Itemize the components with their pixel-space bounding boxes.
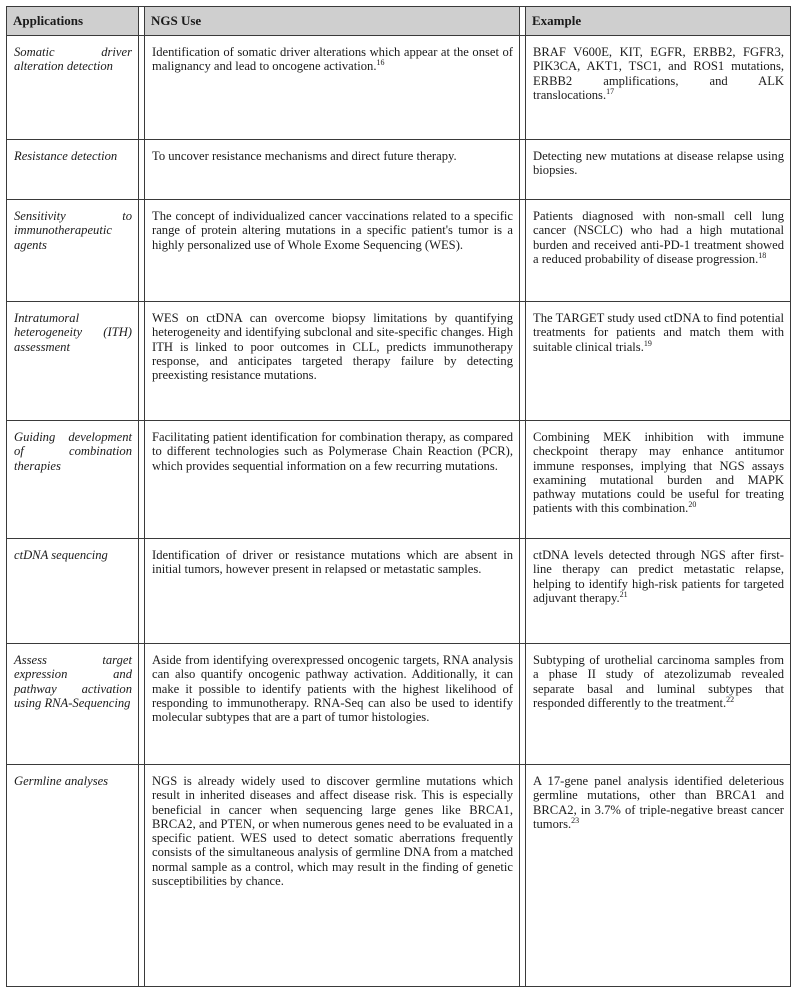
example-text: The TARGET study used ctDNA to find potential treatments for patients and match them with suitable clinical trials. <box>533 311 784 354</box>
ngs-use-text: Facilitating patient identification for combination therapy, as compared to different technologies such as Polymerase Chain Reaction (PCR), which provides sequential information on a few recurring mutations. <box>152 430 513 473</box>
ngs-use-text: The concept of individualized cancer vaccinations related to a specific range of protein altering mutations in a specific patient's tumor is a highly personalized use of Whole Exome Sequencing (WES). <box>152 209 513 252</box>
ngs-applications-table <box>6 6 791 987</box>
example-text: Combining MEK inhibition with immune checkpoint therapy may enhance antitumor immune responses, implying that NGS assays examining mutational burden and MAPK pathway mutations could be useful for treating patients with this combination. <box>533 430 784 516</box>
ngs-use-text: To uncover resistance mechanisms and direct future therapy. <box>152 149 457 163</box>
example-cell <box>526 36 791 140</box>
table-header-row <box>7 7 791 36</box>
ngs-use-cell <box>145 644 520 765</box>
application-text: Germline analyses <box>14 774 109 788</box>
ngs-use-text: Identification of somatic driver alterations which appear at the onset of malignancy and lead to oncogene activation. <box>152 45 513 74</box>
application-cell <box>7 302 139 421</box>
table-row <box>7 644 791 765</box>
ngs-use-text: Identification of driver or resistance mutations which are absent in initial tumors, however present in relapsed or metastatic samples. <box>152 548 513 577</box>
application-text: ctDNA sequencing <box>14 548 108 562</box>
ngs-use-text: Aside from identifying overexpressed oncogenic targets, RNA analysis can also quantify oncogenic pathway activation. Additionally, it can make it possible to identify patients with the highest likelihood of responding to immunotherapy. RNA-Seq can also be used to identify molecular subtypes that are a part of tumor histologies. <box>152 653 513 725</box>
table-row <box>7 140 791 200</box>
citation-ref: 16 <box>376 58 385 68</box>
table-row <box>7 421 791 539</box>
ngs-use-cell <box>145 200 520 302</box>
citation-ref: 18 <box>758 250 767 260</box>
example-text: Detecting new mutations at disease relapse using biopsies. <box>533 149 784 178</box>
citation-ref: 23 <box>571 815 580 825</box>
application-cell <box>7 200 139 302</box>
header-example <box>526 7 791 36</box>
example-cell <box>526 302 791 421</box>
example-text: ctDNA levels detected through NGS after first-line therapy can predict metastatic relapse, helping to identify high-risk patients for targeted adjuvant therapy. <box>533 548 784 605</box>
table-row <box>7 302 791 421</box>
ngs-use-cell <box>145 140 520 200</box>
header-example-label: Example <box>532 12 582 28</box>
application-text: Somatic driver alteration detection <box>14 45 132 74</box>
ngs-use-cell <box>145 302 520 421</box>
ngs-use-cell <box>145 421 520 539</box>
header-applications <box>7 7 139 36</box>
example-cell <box>526 200 791 302</box>
table-row <box>7 765 791 987</box>
example-text: Subtyping of urothelial carcinoma samples from a phase II study of atezolizumab revealed separate basal and luminal subtypes that responded differently to the treatment. <box>533 653 784 710</box>
example-text: A 17-gene panel analysis identified deleterious germline mutations, other than BRCA1 and BRCA2, in 3.7% of triple-negative breast cancer tumors. <box>533 774 784 831</box>
example-cell <box>526 644 791 765</box>
application-cell <box>7 140 139 200</box>
application-cell <box>7 539 139 644</box>
ngs-use-text: WES on ctDNA can overcome biopsy limitations by quantifying heterogeneity and identifying subclonal and site-specific changes. High ITH is linked to poor outcomes in CLL, predicts immunotherapy response, and anticipates targeted therapy failure by detecting preexisting resistance mutations. <box>152 311 513 383</box>
application-text: Assess target expression and pathway activation using RNA-Sequencing <box>14 653 132 710</box>
citation-ref: 19 <box>643 338 652 348</box>
application-cell <box>7 421 139 539</box>
citation-ref: 17 <box>606 86 615 96</box>
header-ngs-use <box>145 7 520 36</box>
ngs-use-text: NGS is already widely used to discover germline mutations which result in inherited diseases and affect disease risk. This is especially beneficial in cancer when sequencing large genes like BRCA1, BRCA2, and PTEN, or when numerous genes need to be evaluated in a specific patient. WES used to detect somatic aberrations frequently consists of the simultaneous analysis of germline DNA from a matched normal sample as a control, which may result in the finding of genetic susceptibilities by chance. <box>152 774 513 889</box>
example-cell <box>526 539 791 644</box>
application-cell <box>7 36 139 140</box>
table-row <box>7 200 791 302</box>
example-cell <box>526 421 791 539</box>
application-cell <box>7 644 139 765</box>
example-text: BRAF V600E, KIT, EGFR, ERBB2, FGFR3, PIK3CA, AKT1, TSC1, and ROS1 mutations, ERBB2 amplifications, and ALK translocations. <box>533 45 784 102</box>
header-ngs-use-label: NGS Use <box>151 12 202 28</box>
application-cell <box>7 765 139 987</box>
example-cell <box>526 765 791 987</box>
citation-ref: 22 <box>726 694 735 704</box>
table-row <box>7 36 791 140</box>
example-cell <box>526 140 791 200</box>
application-text: Guiding development of combination therapies <box>14 430 132 473</box>
header-applications-label: Applications <box>13 12 84 28</box>
application-text: Sensitivity to immunotherapeutic agents <box>14 209 132 252</box>
ngs-use-cell <box>145 539 520 644</box>
ngs-use-cell <box>145 765 520 987</box>
application-text: Resistance detection <box>14 149 118 163</box>
table-row <box>7 539 791 644</box>
ngs-use-cell <box>145 36 520 140</box>
example-text: Patients diagnosed with non-small cell lung cancer (NSCLC) who had a high mutational burden and received anti-PD-1 treatment showed a reduced probability of disease progression. <box>533 209 784 266</box>
citation-ref: 21 <box>619 589 628 599</box>
application-text: Intratumoral heterogeneity (ITH) assessment <box>14 311 132 354</box>
citation-ref: 20 <box>688 500 697 510</box>
